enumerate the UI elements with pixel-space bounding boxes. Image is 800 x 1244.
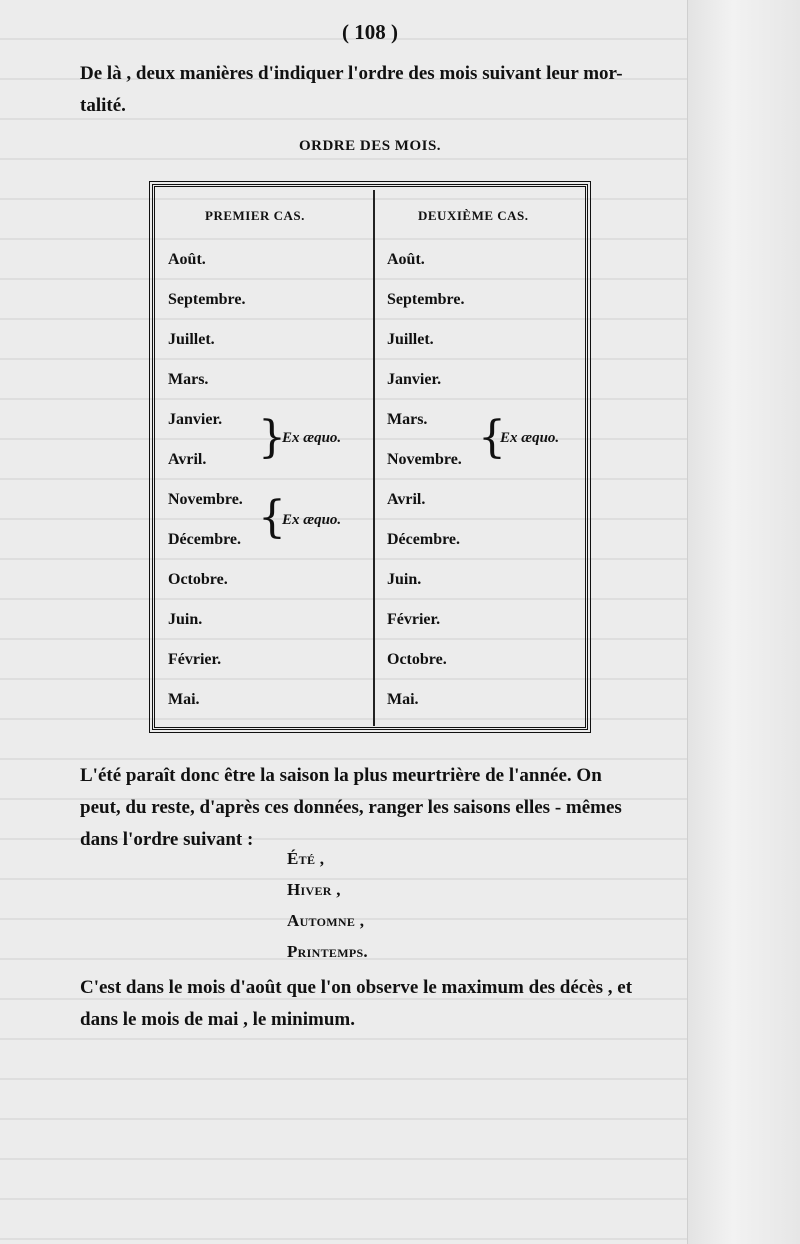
table-column-divider	[373, 190, 375, 726]
column-header-second-case: DEUXIÈME CAS.	[418, 208, 529, 223]
brace-glyph: }	[258, 412, 286, 463]
intro-paragraph	[80, 58, 688, 122]
intro-line-1: De là , deux manières d'indiquer l'ordre des mois suivant leur mor-	[80, 63, 623, 84]
brace-glyph: {	[258, 492, 286, 543]
page-number: ( 108 )	[342, 20, 398, 44]
months-order-table	[152, 184, 588, 730]
ex-aequo-label: Ex æquo.	[500, 430, 560, 446]
conclusion-paragraph	[80, 972, 688, 1036]
col1-month: Avril.	[168, 451, 207, 468]
col1-month: Septembre.	[168, 291, 246, 308]
col2-month: Décembre.	[387, 531, 460, 548]
col1-month: Mars.	[168, 371, 209, 388]
col2-month: Août.	[387, 251, 425, 268]
col2-month: Octobre.	[387, 651, 447, 668]
col1-month: Août.	[168, 251, 206, 268]
col1-month: Juin.	[168, 611, 203, 628]
conclusion-line-1: C'est dans le mois d'août que l'on observe le maximum des décès , et	[80, 977, 633, 998]
intro-line-2: talité.	[80, 95, 126, 116]
col2-month: Novembre.	[387, 451, 462, 468]
page-edge-strip	[687, 0, 800, 1244]
col2-month: Juillet.	[387, 331, 434, 348]
col1-month: Décembre.	[168, 531, 241, 548]
season-item: Automne ,	[287, 911, 365, 930]
col2-month: Mai.	[387, 691, 419, 708]
seasons-line-3: dans l'ordre suivant :	[80, 829, 254, 850]
conclusion-line-2: dans le mois de mai , le minimum.	[80, 1009, 355, 1030]
col1-month: Octobre.	[168, 571, 228, 588]
col1-month: Janvier.	[168, 411, 223, 428]
seasons-line-2: peut, du reste, d'après ces données, ranger les saisons elles - mêmes	[80, 797, 622, 818]
season-item: Été ,	[287, 849, 325, 868]
table-title: ORDRE DES MOIS.	[298, 138, 442, 154]
col2-month: Mars.	[387, 411, 428, 428]
season-item: Printemps.	[287, 942, 368, 961]
ex-aequo-label: Ex æquo.	[282, 512, 342, 528]
col2-month: Janvier.	[387, 371, 442, 388]
brace-glyph: {	[478, 412, 506, 463]
col2-month: Février.	[387, 611, 441, 628]
col2-month: Septembre.	[387, 291, 465, 308]
seasons-list	[287, 843, 368, 967]
season-item: Hiver ,	[287, 880, 341, 899]
seasons-paragraph	[80, 760, 688, 856]
col2-month: Avril.	[387, 491, 426, 508]
col2-month: Juin.	[387, 571, 422, 588]
col1-month: Février.	[168, 651, 222, 668]
column-header-first-case: PREMIER CAS.	[205, 208, 305, 223]
col1-month: Juillet.	[168, 331, 215, 348]
ex-aequo-label: Ex æquo.	[282, 430, 342, 446]
col1-month: Mai.	[168, 691, 200, 708]
seasons-line-1: L'été paraît donc être la saison la plus meurtrière de l'année. On	[80, 765, 602, 786]
col1-month: Novembre.	[168, 491, 243, 508]
